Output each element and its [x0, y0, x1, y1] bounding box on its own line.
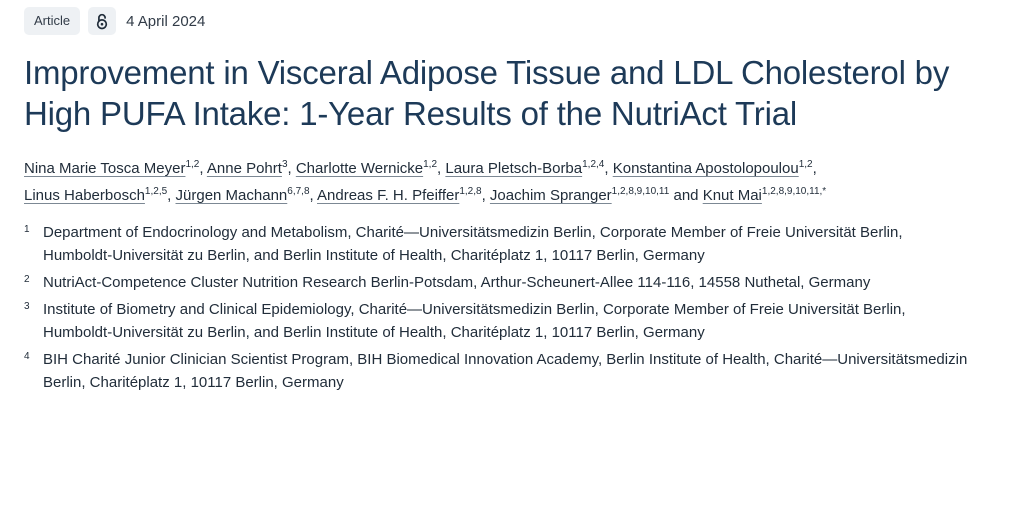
affiliation-text: Department of Endocrinology and Metabolism, Charité—Universitätsmedizin Berlin, Corporate Member of Freie Universität Berlin, Humboldt-Universität zu Berlin, and Berlin Institute of Health, Charitéplatz 1, 10117 Berlin, Germany: [43, 224, 903, 264]
affiliation-number: 2: [24, 274, 30, 285]
author-link[interactable]: Konstantina Apostolopoulou: [612, 160, 799, 177]
author-link[interactable]: Knut Mai: [702, 187, 762, 204]
article-type-badge[interactable]: Article: [24, 7, 80, 35]
author-link[interactable]: Nina Marie Tosca Meyer: [24, 160, 186, 177]
affiliation-item: [24, 298, 973, 344]
author-separator: and: [669, 187, 703, 204]
author-affiliation-marker: 1,2,5: [144, 186, 168, 197]
affiliation-number: 3: [24, 301, 30, 312]
open-access-icon[interactable]: [88, 7, 116, 35]
publication-date: 4 April 2024: [126, 12, 206, 30]
author-link[interactable]: Jürgen Machann: [175, 187, 288, 204]
author-link[interactable]: Joachim Spranger: [489, 187, 612, 204]
author-affiliation-marker: 1,2,8,9,10,11: [611, 186, 670, 197]
author-affiliation-marker: 1,2: [423, 159, 438, 170]
open-access-glyph: [96, 13, 108, 30]
author-separator: ,: [812, 160, 817, 177]
author-separator: ,: [309, 187, 318, 204]
article-title: Improvement in Visceral Adipose Tissue and LDL Cholesterol by High PUFA Intake: 1-Year Results of the NutriAct Trial: [24, 54, 950, 132]
affiliation-item: [24, 221, 973, 267]
affiliation-number: 4: [24, 351, 30, 362]
affiliation-text: BIH Charité Junior Clinician Scientist Program, BIH Biomedical Innovation Academy, Berlin Institute of Health, Charité—Universitätsmedizin Berlin, Charitéplatz 1, 10117 Berlin, Germany: [43, 351, 968, 391]
affiliation-list: [24, 221, 1016, 394]
author-separator: ,: [604, 160, 613, 177]
author-affiliation-marker: 1,2,4: [582, 159, 605, 170]
article-meta: [24, 7, 1016, 35]
author-separator: ,: [437, 160, 446, 177]
affiliation-item: [24, 348, 973, 394]
author-separator: ,: [481, 187, 490, 204]
author-affiliation-marker: 1,2,8,9,10,11,*: [761, 186, 827, 197]
author-affiliation-marker: 1,2: [185, 159, 200, 170]
author-affiliation-marker: 3: [281, 159, 288, 170]
author-link[interactable]: Andreas F. H. Pfeiffer: [317, 187, 460, 204]
author-separator: ,: [199, 160, 207, 177]
affiliation-item: [24, 271, 973, 294]
author-separator: ,: [287, 160, 296, 177]
author-separator: ,: [167, 187, 176, 204]
author-link[interactable]: Linus Haberbosch: [24, 187, 145, 204]
author-affiliation-marker: 1,2,8: [459, 186, 482, 197]
author-link[interactable]: Anne Pohrt: [206, 160, 282, 177]
affiliation-text: Institute of Biometry and Clinical Epidemiology, Charité—Universitätsmedizin Berlin, Corporate Member of Freie Universität Berlin, Humboldt-Universität zu Berlin, and Berlin Institute of Health, Charitéplatz 1, 10117 Berlin, Germany: [43, 301, 906, 341]
article-header: [0, 7, 1016, 507]
author-link[interactable]: Laura Pletsch-Borba: [445, 160, 583, 177]
author-list: [24, 155, 984, 209]
author-link[interactable]: Charlotte Wernicke: [295, 160, 424, 177]
author-affiliation-marker: 1,2: [798, 159, 813, 170]
affiliation-text: NutriAct-Competence Cluster Nutrition Research Berlin-Potsdam, Arthur-Scheunert-Allee 114-116, 14558 Nuthetal, Germany: [43, 274, 871, 291]
author-affiliation-marker: 6,7,8: [287, 186, 310, 197]
affiliation-number: 1: [24, 224, 30, 235]
